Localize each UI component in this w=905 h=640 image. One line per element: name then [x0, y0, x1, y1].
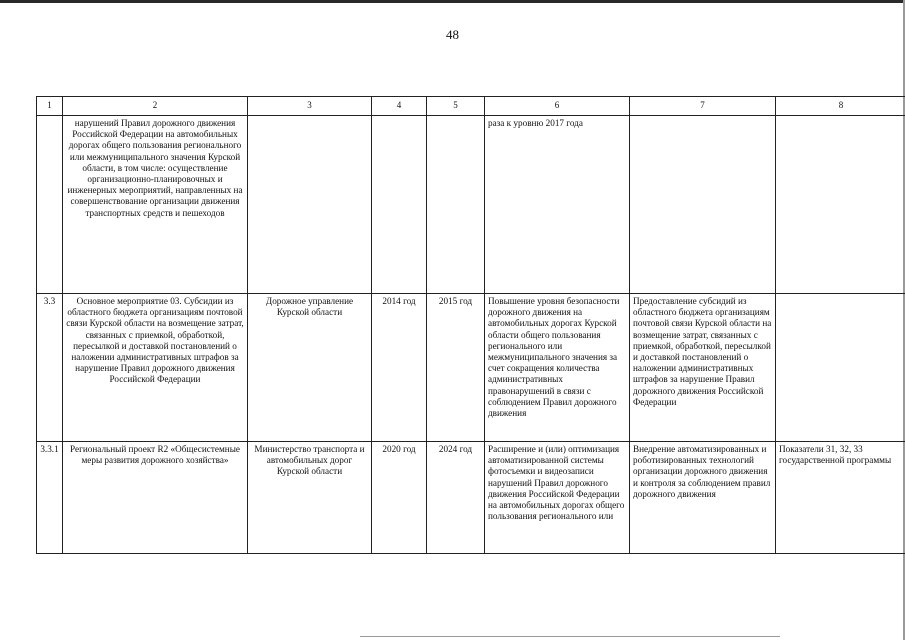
end-year-cell — [427, 116, 485, 294]
executor-cell: Министерство транспорта и автомобильных дорог Курской области — [248, 442, 372, 554]
table-row — [37, 116, 905, 294]
table-row — [37, 294, 905, 442]
header-cell: 6 — [485, 97, 630, 116]
table-row — [37, 442, 905, 554]
scan-edge-top — [0, 0, 905, 3]
program-measures-table — [36, 96, 905, 554]
end-year-cell: 2015 год — [427, 294, 485, 442]
start-year-cell: 2020 год — [372, 442, 427, 554]
measure-cell: нарушений Правил дорожного движения Российской Федерации на автомобильных дорогах общего пользования регионального или межмуниципального значения Курской области, в том числе: осуществление организационно-планировочных и инженерных мероприятий, направленных на совершенствование организации движения транспортных средств и пешеходов — [63, 116, 248, 294]
executor-cell: Дорожное управление Курской области — [248, 294, 372, 442]
link-cell: Показатели 31, 32, 33 государственной программы — [776, 442, 905, 554]
content-cell: Предоставление субсидий из областного бюджета организациям почтовой связи Курской области на возмещение затрат, связанных с приемкой, обработкой, пересылкой и доставкой постановлений о наложении административных штрафов за нарушение Правил дорожного движения Российской Федерации — [630, 294, 776, 442]
link-cell — [776, 116, 905, 294]
link-cell — [776, 294, 905, 442]
content-cell — [630, 116, 776, 294]
row-number-cell — [37, 116, 63, 294]
end-year-cell: 2024 год — [427, 442, 485, 554]
scan-edge-bottom — [360, 636, 780, 637]
start-year-cell — [372, 116, 427, 294]
header-cell: 1 — [37, 97, 63, 116]
executor-cell — [248, 116, 372, 294]
header-cell: 2 — [63, 97, 248, 116]
row-number-cell: 3.3.1 — [37, 442, 63, 554]
header-cell: 8 — [776, 97, 905, 116]
header-row — [37, 97, 905, 116]
measure-cell: Региональный проект R2 «Общесистемные меры развития дорожного хозяйства» — [63, 442, 248, 554]
result-cell: раза к уровню 2017 года — [485, 116, 630, 294]
page-number: 48 — [446, 27, 459, 42]
header-cell: 7 — [630, 97, 776, 116]
result-cell: Расширение и (или) оптимизация автоматизированной системы фотосъемки и видеозаписи нарушений Правил дорожного движения Российской Федерации на автомобильных дорогах общего пользования регионального или — [485, 442, 630, 554]
header-cell: 3 — [248, 97, 372, 116]
start-year-cell: 2014 год — [372, 294, 427, 442]
header-cell: 5 — [427, 97, 485, 116]
row-number-cell: 3.3 — [37, 294, 63, 442]
header-cell: 4 — [372, 97, 427, 116]
measure-cell: Основное мероприятие 03. Субсидии из областного бюджета организациям почтовой связи Курской области на возмещение затрат, связанных с приемкой, обработкой, пересылкой и доставкой постановлений о наложении административных штрафов за нарушение Правил дорожного движения Российской Федерации — [63, 294, 248, 442]
result-cell: Повышение уровня безопасности дорожного движения на автомобильных дорогах Курской области общего пользования регионального или межмуниципального значения за счет сокращения количества административных правонарушений в связи с соблюдением Правил дорожного движения — [485, 294, 630, 442]
content-cell: Внедрение автоматизированных и роботизированных технологий организации дорожного движения и контроля за соблюдением правил дорожного движения — [630, 442, 776, 554]
